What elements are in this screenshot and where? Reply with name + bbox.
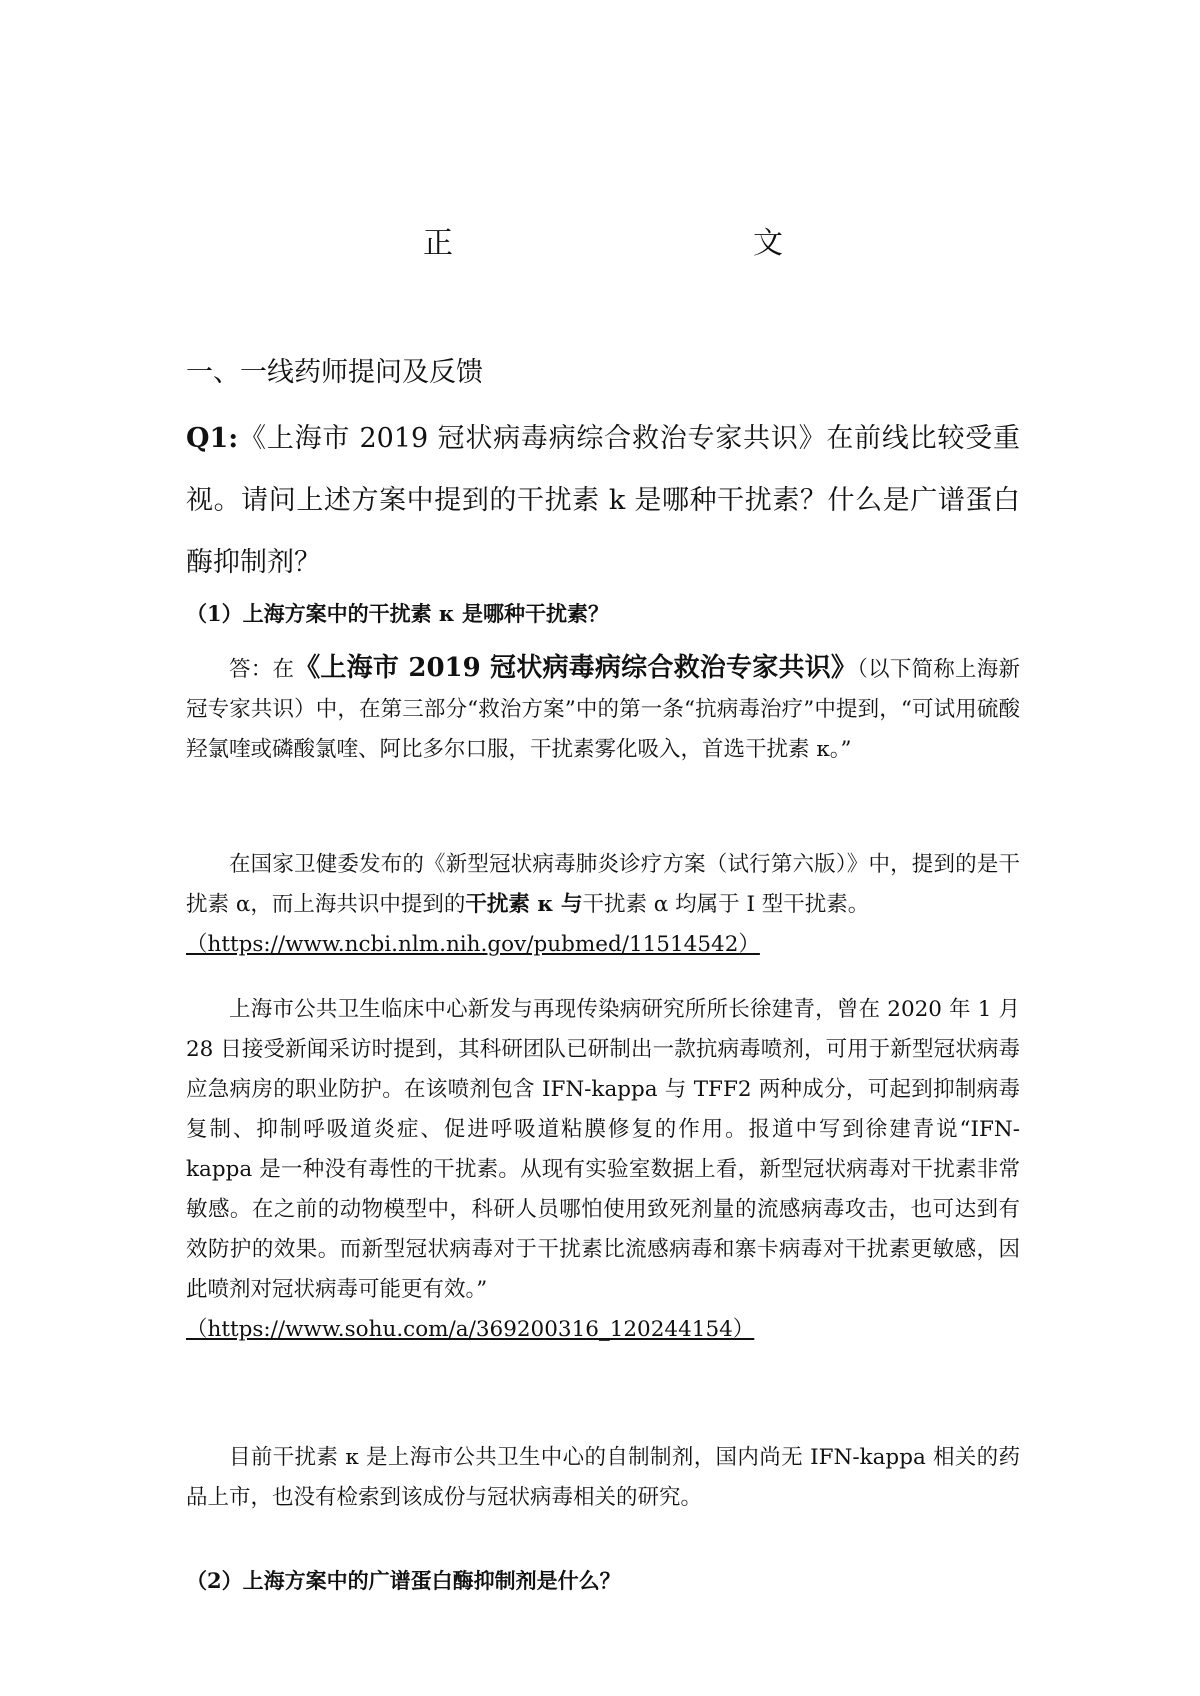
- answer-prefix: 答：在: [229, 657, 295, 682]
- current-status-paragraph: [186, 1438, 1020, 1518]
- sohu-reference-link[interactable]: （https://www.sohu.com/a/369200316_120244154）: [186, 1317, 755, 1342]
- answer-paragraph: [186, 648, 1020, 770]
- nhc-reference-link[interactable]: （https://www.ncbi.nlm.nih.gov/pubmed/11514542）: [186, 932, 760, 957]
- shanghai-paragraph: [186, 990, 1020, 1350]
- sub-heading-1: （1）上海方案中的干扰素 κ 是哪种干扰素？: [186, 601, 609, 626]
- nhc-bold: 干扰素 κ 与: [465, 892, 583, 917]
- nhc-paragraph: [186, 845, 1020, 965]
- current-status-text: 目前干扰素 κ 是上海市公共卫生中心的自制制剂，国内尚无 IFN-kappa 相关的药品上市，也没有检索到该成份与冠状病毒相关的研究。: [186, 1445, 1020, 1510]
- nhc-text-1: 在国家卫健委发布的《新型冠状病毒肺炎诊疗方案（试行第六版）》中，提到的是干扰素 α，而上海共识中提到的: [186, 852, 1020, 917]
- page-title: 正 文: [423, 226, 863, 261]
- question-q1: [186, 408, 1020, 594]
- answer-rest: （以下简称上海新冠专家共识）中，在第三部分“救治方案”中的第一条“抗病毒治疗”中提到，“可试用硫酸羟氯喹或磷酸氯喹、阿比多尔口服，干扰素雾化吸入，首选干扰素 κ。”: [186, 657, 1020, 762]
- sub-heading-2: （2）上海方案中的广谱蛋白酶抑制剂是什么？: [186, 1568, 621, 1593]
- nhc-text-2: 干扰素 α 均属于 I 型干扰素。: [582, 892, 870, 917]
- section-heading: 一、一线药师提问及反馈: [186, 357, 483, 388]
- shanghai-text: 上海市公共卫生临床中心新发与再现传染病研究所所长徐建青，曾在 2020 年 1 月 28 日接受新闻采访时提到，其科研团队已研制出一款抗病毒喷剂，可用于新型冠状病毒应急病房的职业防护。在该喷剂包含 IFN-kappa 与 TFF2 两种成分，可起到抑制病毒复制、抑制呼吸道炎症、促进呼吸道粘膜修复的作用。报道中写到徐建青说“IFN-kappa 是一种没有毒性的干扰素。从现有实验室数据上看，新型冠状病毒对干扰素非常敏感。在之前的动物模型中，科研人员哪怕使用致死剂量的流感病毒攻击，也可达到有效防护的效果。而新型冠状病毒对于干扰素比流感病毒和寨卡病毒对干扰素更敏感，因此喷剂对冠状病毒可能更有效。”: [186, 997, 1020, 1302]
- answer-doc-title: 《上海市 2019 冠状病毒病综合救治专家共识》: [294, 653, 858, 683]
- question-text: 《上海市 2019 冠状病毒病综合救治专家共识》在前线比较受重视。请问上述方案中提到的干扰素 k 是哪种干扰素？什么是广谱蛋白酶抑制剂？: [186, 423, 1020, 578]
- question-label: Q1:: [186, 423, 239, 454]
